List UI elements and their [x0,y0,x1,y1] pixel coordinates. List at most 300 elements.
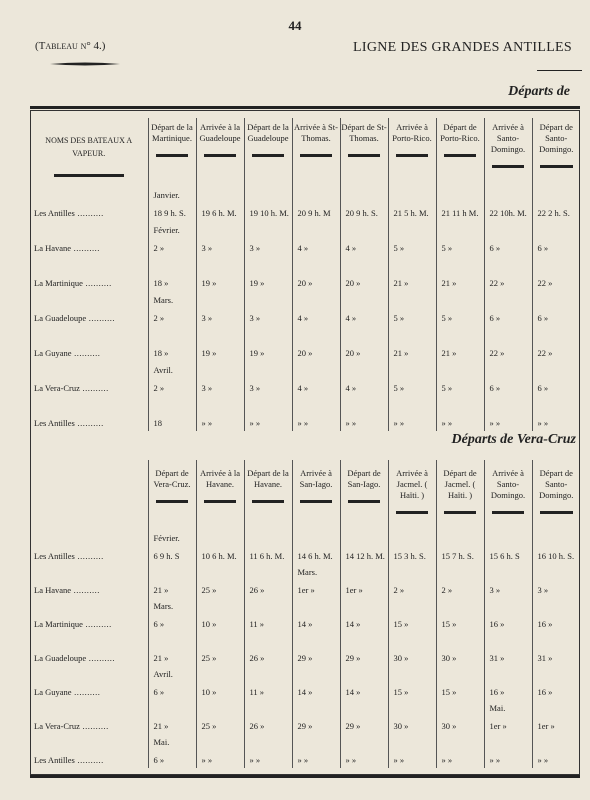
month-label: Mars. [153,601,174,611]
column-header [196,460,244,530]
schedule-cell [196,361,244,396]
vessel-name-cell [30,530,148,564]
schedule-value: 20 9 h. S. [345,208,378,218]
schedule-cell [292,598,340,632]
schedule-value: 2 » [153,243,165,253]
vessel-name-cell [30,361,148,396]
schedule-value: » » [297,418,309,428]
vessel-name-header [30,118,148,186]
page-number: 44 [288,18,302,33]
schedule-cell [484,666,532,700]
month-label: Mars. [297,567,318,577]
schedule-cell [388,186,436,221]
schedule-value: 22 » [537,348,553,358]
schedule-cell [532,256,580,291]
header-rule [396,511,429,514]
vessel-name: La Martinique [34,278,83,288]
schedule-value: 16 » [537,619,553,629]
schedule-cell [196,666,244,700]
column-header [196,118,244,186]
schedule-cell [436,256,484,291]
schedule-value: 3 » [489,585,501,595]
schedule-value: 3 » [201,383,213,393]
schedule-cell [484,361,532,396]
schedule-cell [244,256,292,291]
schedule-value: 16 » [489,619,505,629]
header-rule [300,500,333,503]
schedule-value: 6 » [153,619,165,629]
frame-top-rule [30,106,580,109]
month-label: Mai. [153,737,170,747]
leader-dots: .......... [71,687,101,697]
schedule-value: » » [441,418,453,428]
schedule-value: 6 » [153,755,165,765]
vessel-name-cell [30,186,148,221]
schedule-cell [196,186,244,221]
schedule-cell [340,564,388,598]
schedule-value: 19 » [249,348,265,358]
schedule-cell [292,564,340,598]
schedule-cell [244,326,292,361]
schedule-cell [388,291,436,326]
schedule-cell [532,221,580,256]
leader-dots: .......... [74,551,104,561]
schedule-cell [148,632,196,666]
header-rule [492,511,525,514]
vessel-name-cell [30,564,148,598]
table-row [30,221,580,256]
schedule-value: 11 6 h. M. [249,551,285,561]
schedule-cell [484,734,532,768]
schedule-cell [196,734,244,768]
table-row [30,291,580,326]
schedule-value: 19 » [201,278,217,288]
schedule-value: 25 » [201,653,217,663]
schedule-value: 11 » [249,687,265,697]
column-header-label: Départ de la Martinique. [151,122,193,143]
schedule-value: 4 » [345,313,357,323]
vessel-name: La Havane [34,585,72,595]
schedule-cell [340,530,388,564]
schedule-cell [292,734,340,768]
header-rule [252,154,285,157]
schedule-value: 4 » [297,383,309,393]
schedule-value: 5 » [441,383,453,393]
schedule-cell [484,632,532,666]
schedule-cell [532,326,580,361]
schedule-value: 21 5 h. M. [393,208,429,218]
schedule-value: 18 9 h. S. [153,208,186,218]
schedule-cell [388,564,436,598]
schedule-cell [484,396,532,431]
column-header [340,118,388,186]
schedule-value: 10 » [201,687,217,697]
schedule-value: 11 » [249,619,265,629]
schedule-value: » » [393,755,405,765]
schedule-value: » » [345,755,357,765]
column-header [484,118,532,186]
schedule-cell [244,598,292,632]
schedule-value: 18 [153,418,162,428]
schedule-cell [292,256,340,291]
vessel-name-cell [30,734,148,768]
schedule-cell [484,564,532,598]
schedule-cell [340,396,388,431]
schedule-cell [340,666,388,700]
schedule-value: 21 » [153,653,169,663]
table-row [30,734,580,768]
section1-title: Départs de [508,84,570,99]
vessel-name-cell [30,666,148,700]
vessel-name: La Havane [34,243,72,253]
timetable-section2 [30,460,580,768]
schedule-value: 21 » [153,585,169,595]
schedule-cell [532,564,580,598]
schedule-cell [436,666,484,700]
schedule-value: 30 » [441,721,457,731]
schedule-cell [436,632,484,666]
header-rule [252,500,285,503]
schedule-cell [292,326,340,361]
schedule-cell [340,700,388,734]
schedule-value: 29 » [297,653,313,663]
schedule-value: 6 » [489,243,501,253]
schedule-value: 3 » [249,313,261,323]
table-row [30,666,580,700]
schedule-value: 20 » [345,348,361,358]
schedule-cell [388,256,436,291]
schedule-value: 22 » [537,278,553,288]
schedule-value: 20 » [297,348,313,358]
vessel-name-cell [30,221,148,256]
schedule-value: 21 » [441,278,457,288]
column-header-label: Arrivée à Jacmel. ( Haïti. ) [396,468,428,500]
schedule-cell [340,361,388,396]
schedule-value: 19 10 h. M. [249,208,289,218]
schedule-cell [196,396,244,431]
schedule-value: 21 » [393,348,409,358]
schedule-cell [148,700,196,734]
schedule-value: 1er » [537,721,555,731]
vessel-name-cell [30,326,148,361]
schedule-cell [244,530,292,564]
schedule-value: 31 » [537,653,553,663]
schedule-cell [148,291,196,326]
schedule-value: 22 » [489,348,505,358]
vessel-name-header-label: NOMS DES BATEAUX A VAPEUR. [45,136,133,158]
tableau-reference: (Tableau n° 4.) [35,40,106,52]
schedule-cell [340,221,388,256]
table-row [30,632,580,666]
month-label: Mars. [153,295,174,305]
leader-dots: .......... [71,348,101,358]
schedule-value: 30 » [441,653,457,663]
schedule-value: 18 » [153,348,169,358]
schedule-cell [484,326,532,361]
schedule-value: 15 » [393,687,409,697]
schedule-value: 14 » [345,687,361,697]
column-header [244,460,292,530]
schedule-cell [532,396,580,431]
column-header [436,118,484,186]
section2-title: Départs de Vera-Cruz [451,432,576,447]
schedule-cell [148,186,196,221]
schedule-cell [244,291,292,326]
schedule-value: 10 6 h. M. [201,551,237,561]
column-header [148,118,196,186]
month-label: Mai. [489,703,506,713]
schedule-cell [196,564,244,598]
schedule-cell [484,700,532,734]
header-rule [54,174,125,177]
schedule-cell [292,530,340,564]
schedule-value: 6 » [153,687,165,697]
schedule-cell [292,700,340,734]
month-label: Février. [153,225,180,235]
schedule-value: » » [489,755,501,765]
schedule-value: 5 » [441,243,453,253]
vessel-name: La Martinique [34,619,83,629]
schedule-cell [388,666,436,700]
schedule-value: 26 » [249,653,265,663]
schedule-cell [340,326,388,361]
header-row [30,460,580,530]
schedule-cell [196,530,244,564]
schedule-value: 14 12 h. M. [345,551,385,561]
schedule-cell [484,221,532,256]
schedule-value: 20 » [345,278,361,288]
column-header-label: Départ de Porto-Rico. [440,122,480,143]
schedule-cell [436,326,484,361]
schedule-cell [244,564,292,598]
month-label: Février. [153,533,180,543]
schedule-value: 2 » [441,585,453,595]
schedule-value: 5 » [393,313,405,323]
vessel-name: La Vera-Cruz [34,721,80,731]
column-header [436,460,484,530]
column-header [388,118,436,186]
header-rule [300,154,333,157]
schedule-cell [484,598,532,632]
schedule-value: 10 » [201,619,217,629]
schedule-value: 15 » [441,687,457,697]
schedule-cell [532,700,580,734]
schedule-value: 19 » [249,278,265,288]
column-header-label: Arrivée à Santo-Domingo. [490,468,526,500]
table-row [30,326,580,361]
leader-dots: .......... [71,243,100,253]
schedule-value: 29 » [345,721,361,731]
month-label: Avril. [153,365,173,375]
column-header-label: Départ de Jacmel. ( Haïti. ) [443,468,477,500]
schedule-value: 15 6 h. S [489,551,520,561]
schedule-value: 18 » [153,278,169,288]
schedule-cell [148,396,196,431]
vessel-name-cell [30,700,148,734]
header-rule [444,154,477,157]
schedule-cell [148,326,196,361]
leader-dots: .......... [71,585,100,595]
schedule-cell [436,734,484,768]
schedule-cell [340,256,388,291]
schedule-cell [292,361,340,396]
schedule-cell [148,361,196,396]
column-header-label: Arrivée à San-Iago. [299,468,333,489]
column-header [388,460,436,530]
schedule-cell [292,396,340,431]
schedule-value: 3 » [249,383,261,393]
vessel-name: La Guyane [34,348,72,358]
schedule-value: » » [441,755,453,765]
schedule-cell [244,632,292,666]
column-header-label: Départ de la Guadeloupe [247,122,289,143]
schedule-value: 26 » [249,585,265,595]
schedule-cell [532,291,580,326]
leader-dots: .......... [79,383,109,393]
schedule-value: 3 » [201,313,213,323]
schedule-cell [340,186,388,221]
schedule-cell [244,186,292,221]
schedule-value: 15 7 h. S. [441,551,474,561]
schedule-value: » » [201,755,213,765]
month-label: Avril. [153,669,173,679]
schedule-cell [244,396,292,431]
schedule-cell [532,598,580,632]
schedule-value: 19 6 h. M. [201,208,237,218]
header-rule [204,500,237,503]
column-header-label: Arrivée à la Havane. [199,468,241,489]
schedule-value: 21 » [393,278,409,288]
schedule-value: 21 » [153,721,169,731]
schedule-cell [436,291,484,326]
schedule-cell [388,598,436,632]
leader-dots: .......... [82,278,112,288]
schedule-cell [436,530,484,564]
schedule-value: 21 11 h M. [441,208,479,218]
schedule-cell [244,666,292,700]
schedule-cell [292,291,340,326]
vessel-name: La Guadeloupe [34,653,87,663]
schedule-cell [484,186,532,221]
vessel-name: Les Antilles [34,208,75,218]
header-rule [540,511,573,514]
schedule-cell [292,666,340,700]
schedule-value: 14 » [297,619,313,629]
schedule-cell [244,734,292,768]
vessel-name: Les Antilles [34,418,75,428]
schedule-value: 15 » [441,619,457,629]
column-header-label: Départ de Santo-Domingo. [539,122,574,154]
schedule-value: » » [537,755,549,765]
schedule-value: 25 » [201,585,217,595]
schedule-value: 6 » [537,313,549,323]
schedule-cell [292,632,340,666]
column-header [148,460,196,530]
schedule-value: 5 » [393,383,405,393]
schedule-value: » » [345,418,357,428]
table-row [30,361,580,396]
vessel-name: La Guadeloupe [34,313,87,323]
schedule-cell [436,186,484,221]
column-header-label: Départ de Santo-Domingo. [539,468,574,500]
header-rule [492,165,525,168]
column-header [484,460,532,530]
schedule-value: 6 » [537,243,549,253]
schedule-value: 15 3 h. S. [393,551,426,561]
schedule-value: » » [249,418,261,428]
schedule-cell [196,632,244,666]
schedule-cell [196,598,244,632]
schedule-cell [532,666,580,700]
schedule-cell [484,291,532,326]
header-rule [348,154,381,157]
header-rule [156,500,189,503]
schedule-cell [244,361,292,396]
column-header-label: Arrivée à St-Thomas. [294,122,338,143]
column-header [244,118,292,186]
column-header-label: Départ de la Havane. [247,468,289,489]
schedule-cell [388,700,436,734]
schedule-cell [388,530,436,564]
table-row [30,564,580,598]
schedule-cell [484,530,532,564]
schedule-cell [196,256,244,291]
header-title: LIGNE DES GRANDES ANTILLES [353,40,572,55]
schedule-cell [436,396,484,431]
schedule-cell [388,326,436,361]
column-header-label: Départ de San-Iago. [347,468,381,489]
schedule-cell [388,396,436,431]
schedule-cell [436,700,484,734]
header-rule [156,154,189,157]
header-rule [204,154,237,157]
schedule-value: 16 10 h. S. [537,551,575,561]
column-header [532,460,580,530]
schedule-value: 22 2 h. S. [537,208,570,218]
schedule-value: » » [393,418,405,428]
schedule-cell [292,221,340,256]
schedule-cell [340,632,388,666]
schedule-value: 14 » [345,619,361,629]
schedule-cell [388,221,436,256]
schedule-cell [388,734,436,768]
schedule-cell [340,734,388,768]
vessel-name-cell [30,291,148,326]
schedule-cell [148,598,196,632]
leader-dots: .......... [74,755,104,765]
schedule-value: 5 » [441,313,453,323]
schedule-cell [196,700,244,734]
column-header [292,118,340,186]
schedule-value: 6 » [489,383,501,393]
leader-dots: .......... [86,313,116,323]
schedule-value: » » [249,755,261,765]
schedule-value: 15 » [393,619,409,629]
schedule-cell [196,326,244,361]
schedule-value: 2 » [393,585,405,595]
schedule-value: 4 » [297,313,309,323]
column-header [292,460,340,530]
schedule-value: 2 » [153,313,165,323]
column-header-label: Arrivée à Santo-Domingo. [490,122,526,154]
leader-dots: .......... [74,418,104,428]
schedule-cell [532,530,580,564]
column-header [532,118,580,186]
schedule-cell [532,632,580,666]
column-header-label: Arrivée à Porto-Rico. [392,122,432,143]
schedule-value: 4 » [345,383,357,393]
leader-dots: .......... [79,721,109,731]
